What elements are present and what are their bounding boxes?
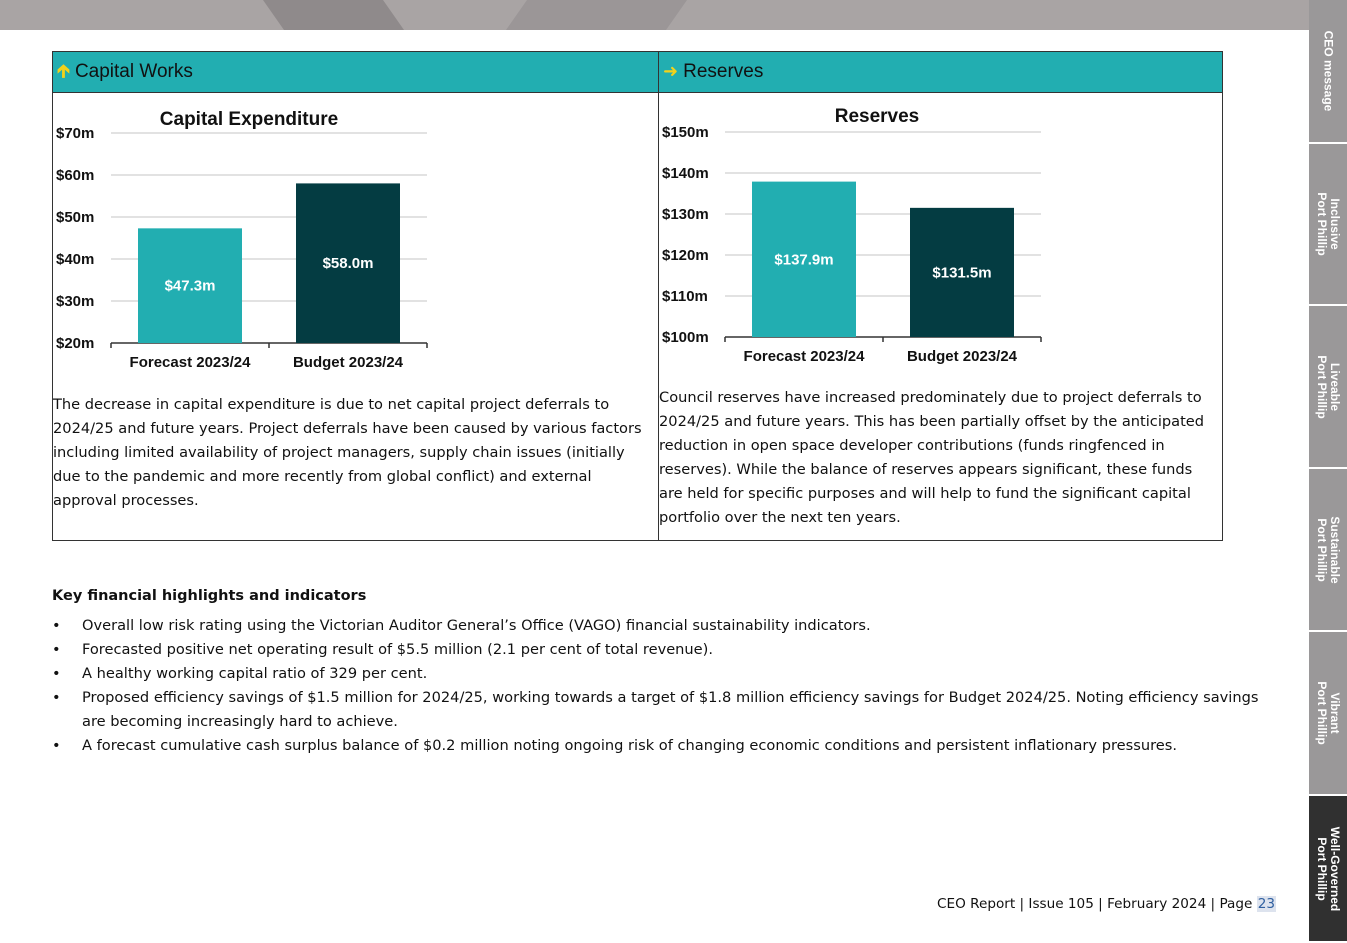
- x-tick-label: Forecast 2023/24: [129, 354, 251, 371]
- list-item: [52, 734, 1282, 758]
- list-item-text: Forecasted positive net operating result of $5.5 million (2.1 per cent of total revenue).: [82, 641, 713, 658]
- summary-panels: [52, 51, 1223, 541]
- panel-header: [53, 52, 658, 93]
- panel-description: The decrease in capital expenditure is due to net capital project deferrals to 2024/25 and future years. Project deferrals have been caused by various factors including limited availability of project managers, supply chain issues (initially due to the pandemic and more recently from global conflict) and external approval processes.: [53, 396, 642, 509]
- panel-title: Reserves: [683, 61, 764, 82]
- tab-label: CEO message: [1321, 30, 1336, 112]
- arrow-up-icon: 🡱: [57, 61, 70, 82]
- tab-vibrant-port-phillip[interactable]: [1309, 632, 1347, 796]
- tab-label: Inclusive Port Phillip: [1315, 192, 1342, 256]
- tab-liveable-port-phillip[interactable]: [1309, 306, 1347, 469]
- tab-label: Well-Governed Port Phillip: [1315, 826, 1342, 911]
- list-item-text: Overall low risk rating using the Victorian Auditor General’s Office (VAGO) financial sustainability indicators.: [82, 617, 871, 634]
- data-label: $47.3m: [164, 277, 216, 295]
- bullet-icon: •: [52, 665, 61, 682]
- panel-title: Capital Works: [74, 61, 193, 82]
- list-item: [52, 662, 1282, 686]
- tab-sustainable-port-phillip[interactable]: [1309, 469, 1347, 632]
- y-tick-label: $130m: [662, 206, 709, 223]
- y-tick-label: $50m: [56, 209, 95, 226]
- list-item: [52, 686, 1282, 734]
- x-tick-label: Budget 2023/24: [292, 354, 404, 371]
- bullet-icon: •: [52, 689, 61, 706]
- y-tick-label: $100m: [662, 329, 709, 346]
- y-tick-label: $30m: [56, 293, 95, 310]
- tab-ceo-message[interactable]: [1309, 0, 1347, 144]
- reserves-panel: [659, 52, 1222, 540]
- y-tick-label: $140m: [662, 165, 709, 182]
- y-tick-label: $120m: [662, 247, 709, 264]
- y-tick-label: $70m: [56, 125, 95, 142]
- page-footer: [937, 896, 1276, 912]
- tab-label: Sustainable Port Phillip: [1315, 515, 1342, 584]
- banner-shape: [256, 0, 404, 30]
- x-tick-label: Forecast 2023/24: [743, 348, 865, 365]
- tab-label: Vibrant Port Phillip: [1315, 681, 1342, 745]
- bullet-icon: •: [52, 641, 61, 658]
- tab-well-governed-port-phillip[interactable]: [1309, 796, 1347, 943]
- tab-inclusive-port-phillip[interactable]: [1309, 144, 1347, 306]
- y-tick-label: $40m: [56, 251, 95, 268]
- data-label: $58.0m: [322, 255, 374, 273]
- list-item-text: A forecast cumulative cash surplus balance of $0.2 million noting ongoing risk of changing economic conditions and persistent inflationary pressures.: [82, 737, 1177, 754]
- banner-shape: [506, 0, 694, 30]
- y-tick-label: $150m: [662, 124, 709, 141]
- list-item-text: Proposed efficiency savings of $1.5 million for 2024/25, working towards a target of $1.8 million efficiency savings for Budget 2024/25. Noting efficiency savings are becoming increasingly hard to achieve.: [82, 689, 1259, 730]
- section-tabs: [1309, 0, 1347, 941]
- list-item-text: A healthy working capital ratio of 329 per cent.: [82, 665, 428, 682]
- chart-title: Reserves: [834, 106, 920, 127]
- panel-description: Council reserves have increased predominately due to project deferrals to 2024/25 and future years. This has been partially offset by the anticipated reduction in open space developer contributions (funds ringfenced in reserves). While the balance of reserves appears significant, these funds are held for specific purposes and will help to fund the significant capital portfolio over the next ten years.: [659, 389, 1205, 526]
- panel-header: [659, 52, 1222, 93]
- page-number[interactable]: 23: [1257, 896, 1275, 912]
- list-item: [52, 638, 1282, 662]
- tab-label: Liveable Port Phillip: [1315, 354, 1342, 419]
- x-tick-label: Budget 2023/24: [906, 348, 1018, 365]
- data-label: $137.9m: [774, 251, 834, 269]
- list-item: [52, 614, 1282, 638]
- y-tick-label: $60m: [56, 167, 95, 184]
- capital-works-panel: [53, 52, 659, 540]
- highlights-heading: Key financial highlights and indicators: [52, 588, 367, 604]
- chart-title: Capital Expenditure: [159, 109, 339, 130]
- y-tick-label: $20m: [56, 335, 95, 352]
- header-banner: [0, 0, 1310, 30]
- data-label: $131.5m: [932, 264, 992, 282]
- bullet-icon: •: [52, 617, 61, 634]
- reserves-chart: [659, 97, 1059, 387]
- y-tick-label: $110m: [662, 288, 708, 305]
- capital-expenditure-chart: [53, 97, 453, 387]
- bullet-icon: •: [52, 737, 61, 754]
- arrow-right-icon: ➜: [663, 61, 679, 82]
- footer-text: CEO Report | Issue 105 | February 2024 | Page: [937, 896, 1257, 912]
- highlights-list: [52, 614, 1282, 758]
